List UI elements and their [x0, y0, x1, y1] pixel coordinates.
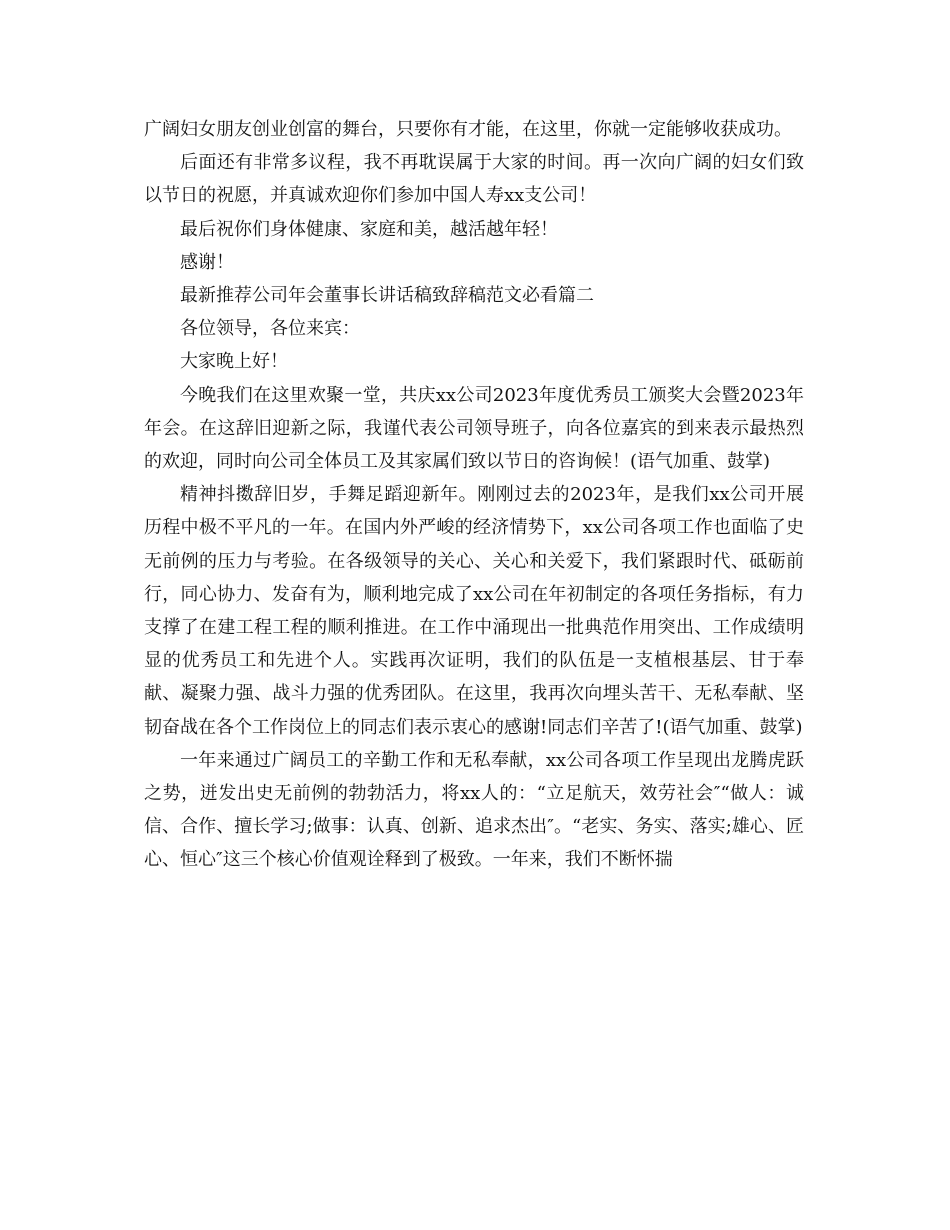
section-heading: 最新推荐公司年会董事长讲话稿致辞稿范文必看篇二 [180, 285, 594, 307]
paragraph-4: 感谢！ [180, 251, 234, 273]
paragraph-8: 今晚我们在这里欢聚一堂，共庆xx公司2023年度优秀员工颁奖大会暨2023年年会。在这辞旧迎新之际，我谨代表公司领导班子，向各位嘉宾的到来表示最热烈的欢迎，同时向公司全体员工及其家属们致以节日的咨询候！(语气加重、鼓掌) [144, 384, 804, 473]
greeting: 大家晚上好！ [180, 351, 288, 373]
paragraph-1: 广阔妇女朋友创业创富的舞台，只要你有才能，在这里，你就一定能够收获成功。 [144, 119, 792, 140]
document-page [144, 113, 804, 877]
paragraph-9: 精神抖擞辞旧岁，手舞足蹈迎新年。刚刚过去的2023年，是我们xx公司开展历程中极不平凡的一年。在国内外严峻的经济情势下，xx公司各项工作也面临了史无前例的压力与考验。在各级领导的关心、关心和关爱下，我们紧跟时代、砥砺前行，同心协力、发奋有为，顺利地完成了xx公司在年初制定的各项任务指标，有力支撑了在建工程工程的顺利推进。在工作中涌现出一批典范作用突出、工作成绩明显的优秀员工和先进个人。实践再次证明，我们的队伍是一支植根基层、甘于奉献、凝聚力强、战斗力强的优秀团队。在这里，我再次向埋头苦干、无私奉献、坚韧奋战在各个工作岗位上的同志们表示衷心的感谢!同志们辛苦了!(语气加重、鼓掌) [144, 484, 804, 738]
paragraph-3: 最后祝你们身体健康、家庭和美，越活越年轻！ [180, 218, 558, 240]
salutation: 各位领导，各位来宾： [180, 318, 360, 340]
paragraph-2: 后面还有非常多议程，我不再耽误属于大家的时间。再一次向广阔的妇女们致以节日的祝愿，并真诚欢迎你们参加中国人寿xx支公司！ [144, 152, 804, 207]
paragraph-10: 一年来通过广阔员工的辛勤工作和无私奉献，xx公司各项工作呈现出龙腾虎跃之势，迸发出史无前例的勃勃活力，将xx人的：“立足航天，效劳社会″“做人：诚信、合作、擅长学习;做事：认真、创新、追求杰出″。“老实、务实、落实;雄心、匠心、恒心″这三个核心价值观诠释到了极致。一年来，我们不断怀揣 [144, 749, 804, 871]
